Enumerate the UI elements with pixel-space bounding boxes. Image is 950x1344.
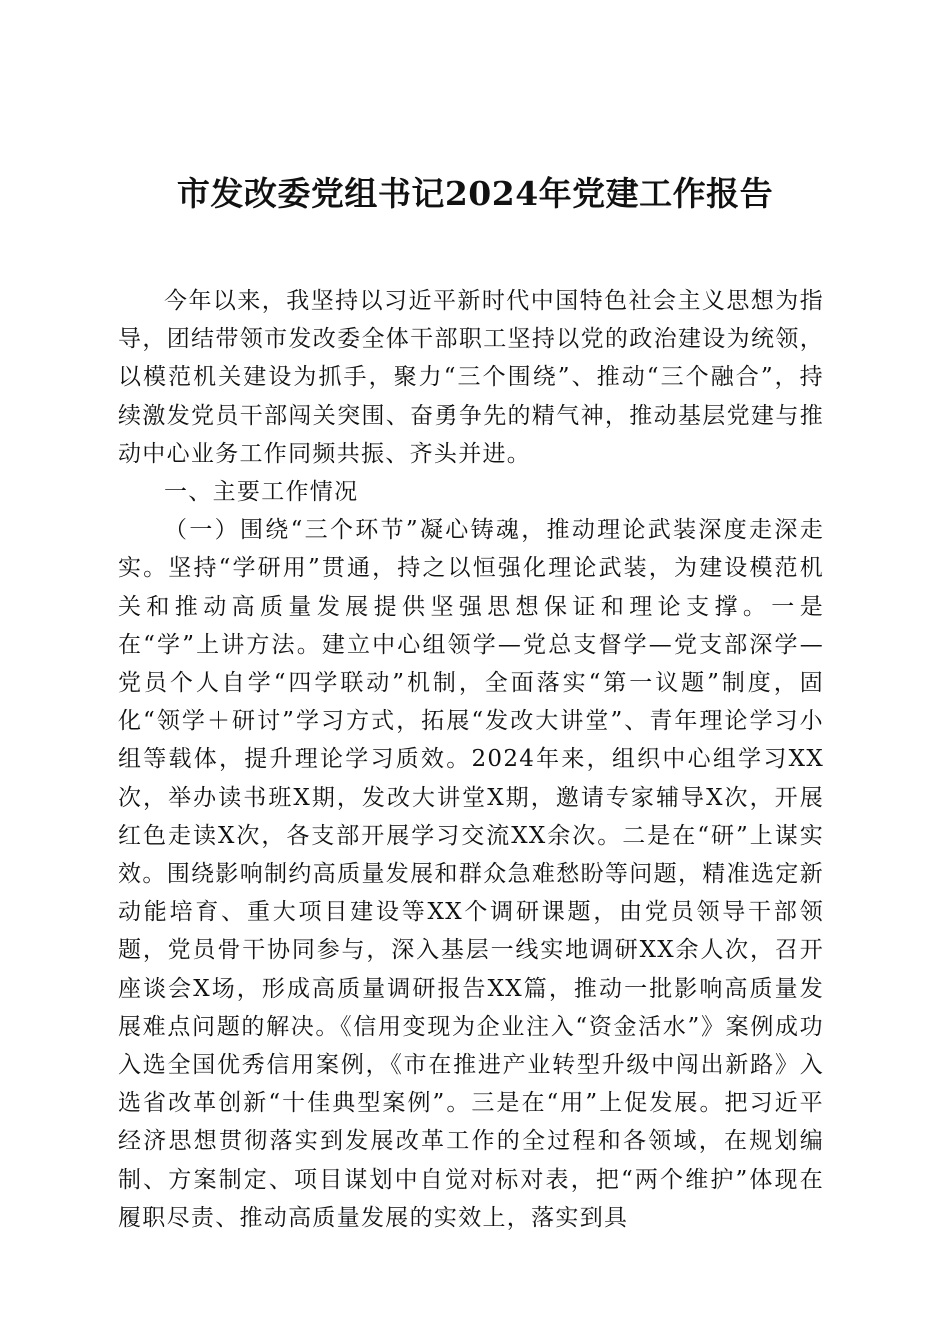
intro-paragraph: 今年以来，我坚持以习近平新时代中国特色社会主义思想为指导，团结带领市发改委全体干部职工坚持以党的政治建设为统领，以模范机关建设为抓手，聚力“三个围绕”、推动“三个融合”，持续激发党员干部闯关突围、奋勇争先的精气神，推动基层党建与推动中心业务工作同频共振、齐头并进。	[118, 288, 824, 467]
document-body	[118, 282, 824, 1237]
section-1-paragraph: （一）围绕“三个环节”凝心铸魂，推动理论武装深度走深走实。坚持“学研用”贯通，持之以恒强化理论武装，为建设模范机关和推动高质量发展提供坚强思想保证和理论支撑。一是在“学”上讲方法。建立中心组领学—党总支督学—党支部深学—党员个人自学“四学联动”机制，全面落实“第一议题”制度，固化“领学＋研讨”学习方式，拓展“发改大讲堂”、青年理论学习小组等载体，提升理论学习质效。2024年来，组织中心组学习XX次，举办读书班X期，发改大讲堂X期，邀请专家辅导X次，开展红色走读X次，各支部开展学习交流XX余次。二是在“研”上谋实效。围绕影响制约高质量发展和群众急难愁盼等问题，精准选定新动能培育、重大项目建设等XX个调研课题，由党员领导干部领题，党员骨干协同参与，深入基层一线实地调研XX余人次，召开座谈会X场，形成高质量调研报告XX篇，推动一批影响高质量发展难点问题的解决。《信用变现为企业注入“资金活水”》案例成功入选全国优秀信用案例，《市在推进产业转型升级中闯出新路》入选省改革创新“十佳典型案例”。三是在“用”上促发展。把习近平经济思想贯彻落实到发展改革工作的全过程和各领域，在规划编制、方案制定、项目谋划中自觉对标对表，把“两个维护”体现在履职尽责、推动高质量发展的实效上，落实到具	[118, 517, 824, 1231]
document-title: 市发改委党组书记2024年党建工作报告	[176, 174, 774, 213]
section-heading-main-work: 一、主要工作情况	[164, 479, 359, 506]
